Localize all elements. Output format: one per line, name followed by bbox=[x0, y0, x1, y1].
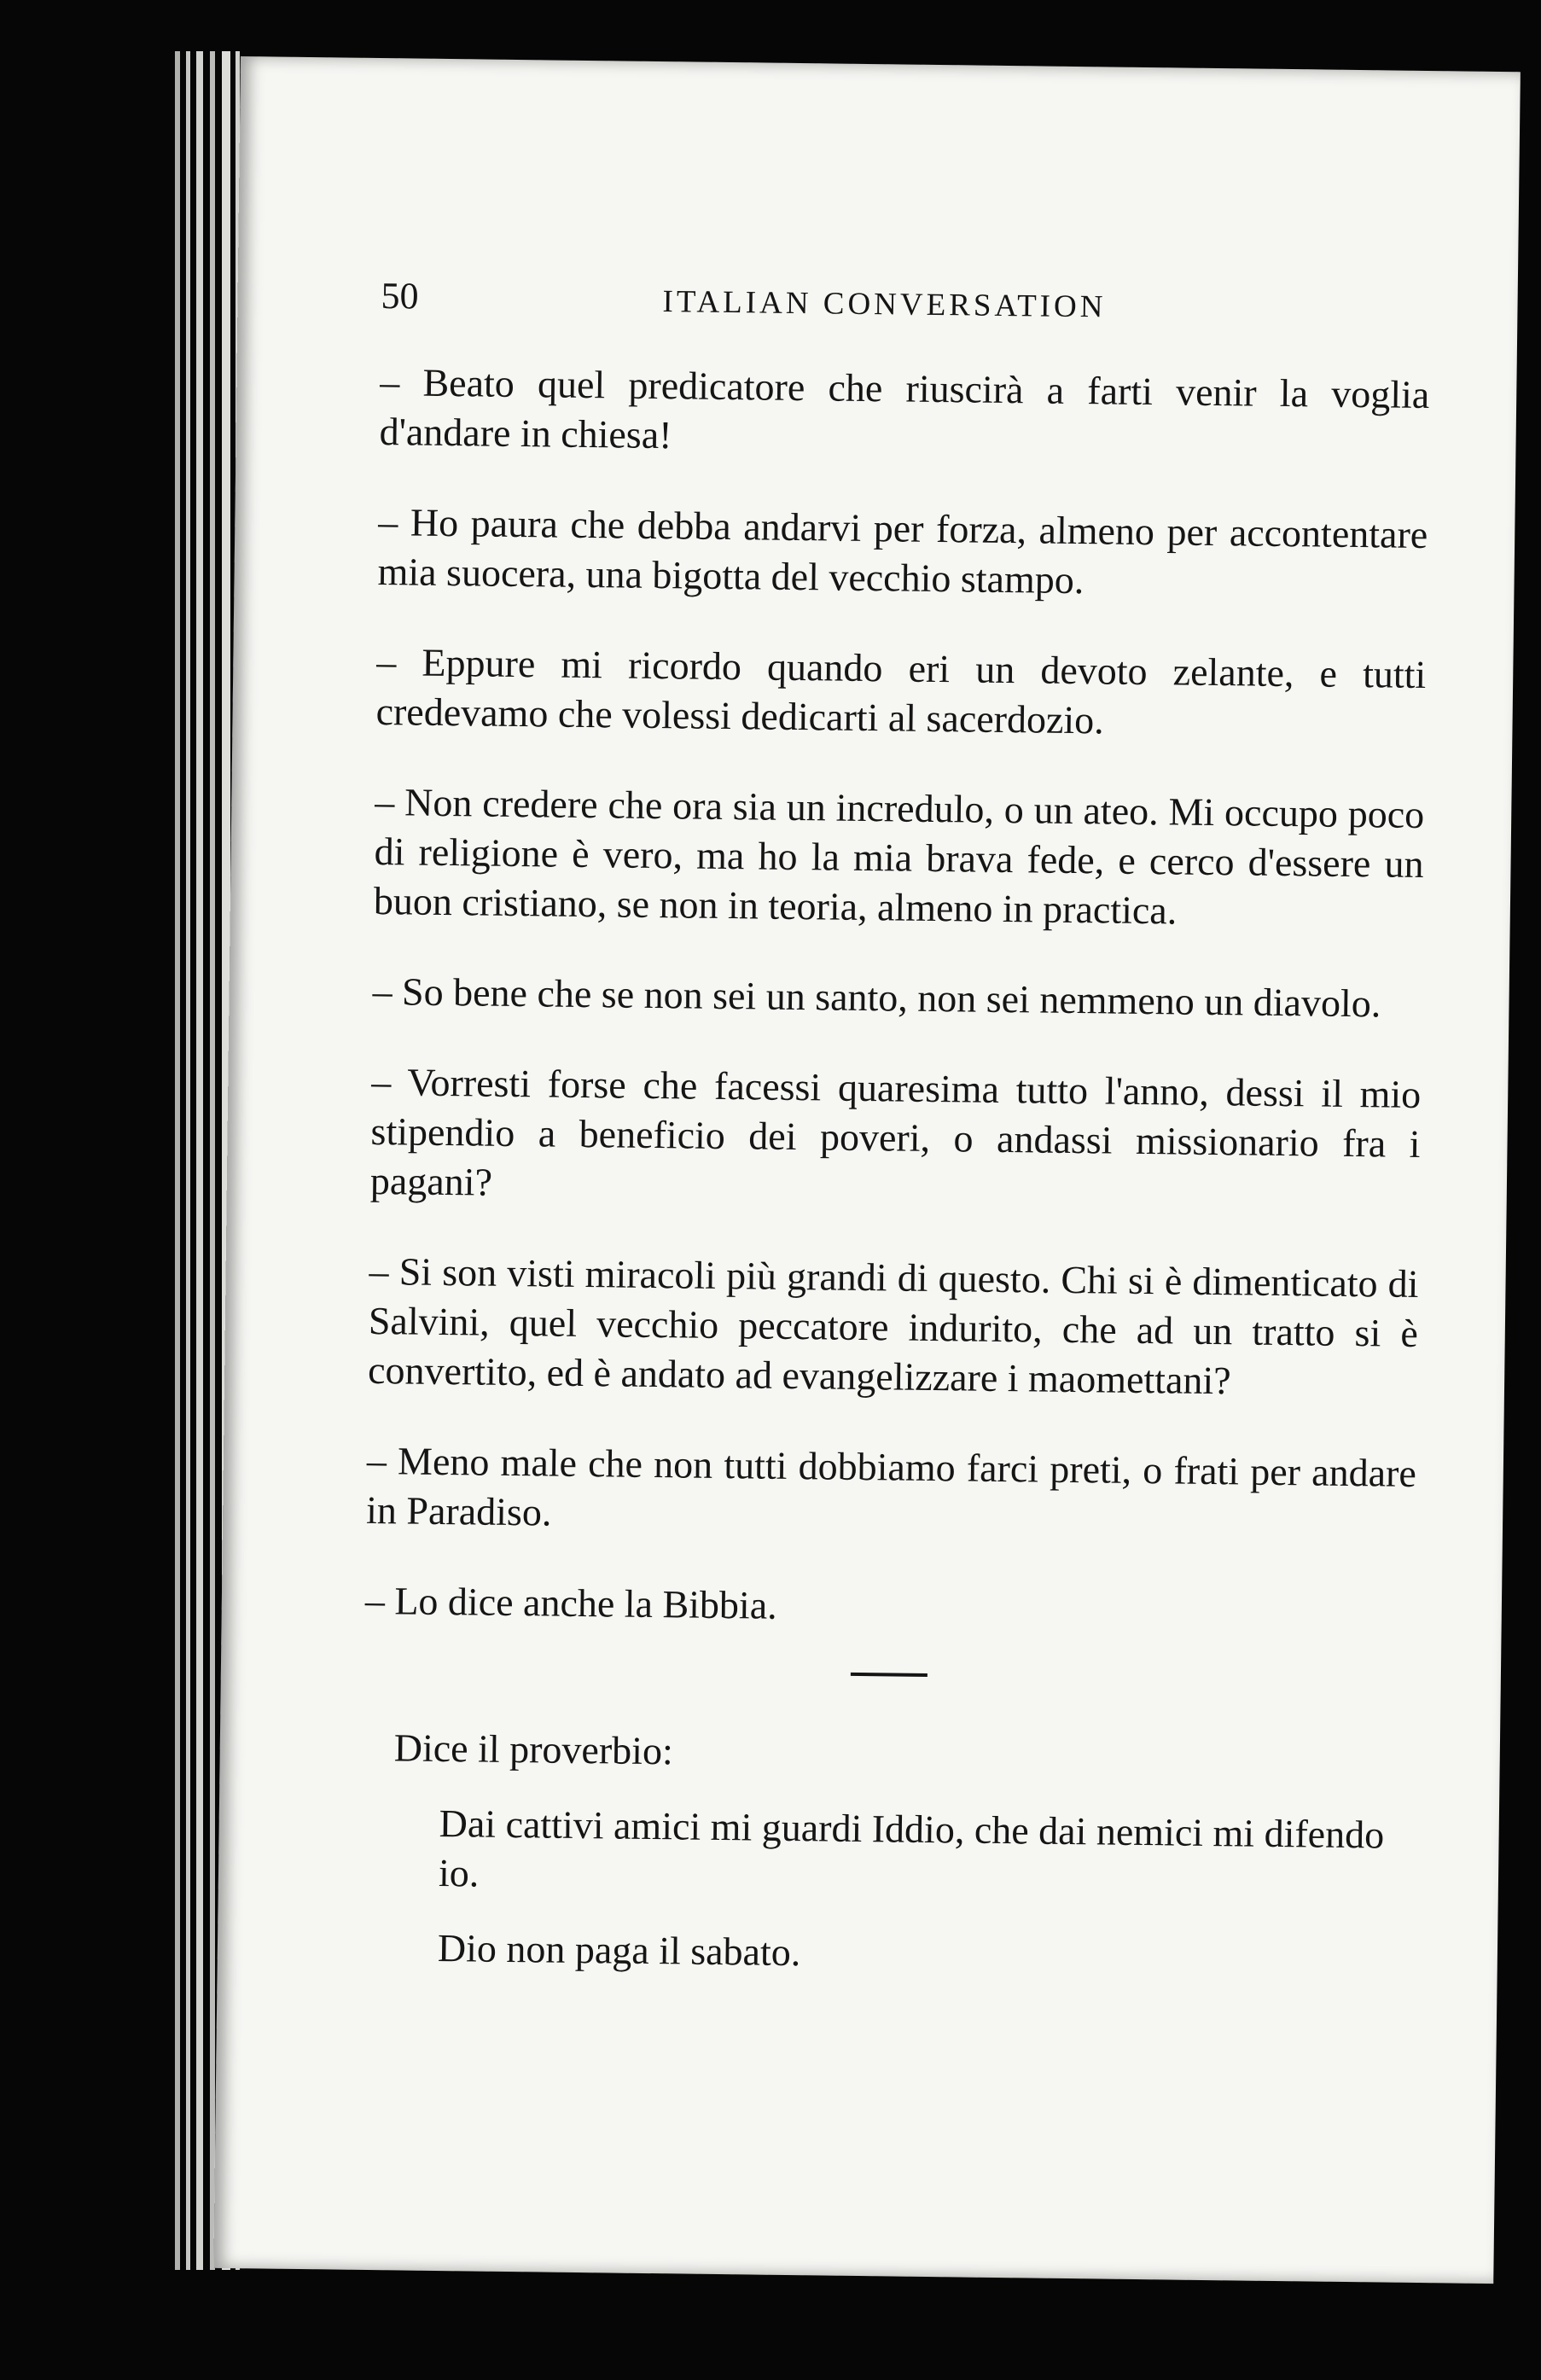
page-edge bbox=[196, 51, 203, 2270]
dialogue-line: – So bene che se non sei un santo, non sei nemmeno un diavolo. bbox=[372, 969, 1381, 1026]
dialogue-line: – Ho paura che debba andarvi per forza, almeno per accontentare mia suocera, una bigotta del vecchio stampo. bbox=[377, 500, 1428, 602]
dialogue-line: – Vorresti forse che facessi quaresima tutto l'anno, dessi il mio stipendio a beneficio dei poveri, o andassi missionario fra i pagani? bbox=[369, 1059, 1422, 1204]
page-header bbox=[381, 271, 1431, 336]
book-page bbox=[213, 56, 1521, 2284]
proverb-item: Dio non paga il sabato. bbox=[437, 1925, 801, 1975]
dialogue-line: – Lo dice anche la Bibbia. bbox=[364, 1578, 778, 1627]
dialogue-line: – Si son visti miracoli più grandi di questo. Chi si è dimenticato di Salvini, quel vecchio peccatore indurito, che ad un tratto si è convertito, ed è andato ad evangelizzare i maomettani? bbox=[367, 1248, 1419, 1403]
page-edge bbox=[210, 51, 215, 2270]
dialogue-line: – Non credere che ora sia un incredulo, o un ateo. Mi occupo poco di religione è vero, ma ho la mia brava fede, e cerco d'essere un buon cristiano, se non in teoria, almeno in practica. bbox=[373, 779, 1425, 933]
page-edge bbox=[186, 51, 190, 2270]
proverb-intro: Dice il proverbio: bbox=[393, 1725, 674, 1773]
page-number: 50 bbox=[381, 275, 419, 317]
dialogue-line: – Beato quel predicatore che riuscirà a farti venir la voglia d'andare in chiesa! bbox=[379, 360, 1430, 457]
dialogue-line: – Meno male che non tutti dobbiamo farci preti, o frati per andare in Paradiso. bbox=[365, 1438, 1417, 1534]
dialogue-line: – Eppure mi ricordo quando eri un devoto zelante, e tutti credevamo che volessi dedicarti al sacerdozio. bbox=[375, 640, 1427, 742]
page-edge bbox=[175, 51, 180, 2270]
page-text bbox=[360, 271, 1431, 2010]
proverb-item: Dai cattivi amici mi guardi Iddio, che dai nemici mi difendo io. bbox=[438, 1801, 1385, 1895]
running-title: ITALIAN CONVERSATION bbox=[662, 284, 1107, 325]
section-divider bbox=[851, 1673, 928, 1677]
